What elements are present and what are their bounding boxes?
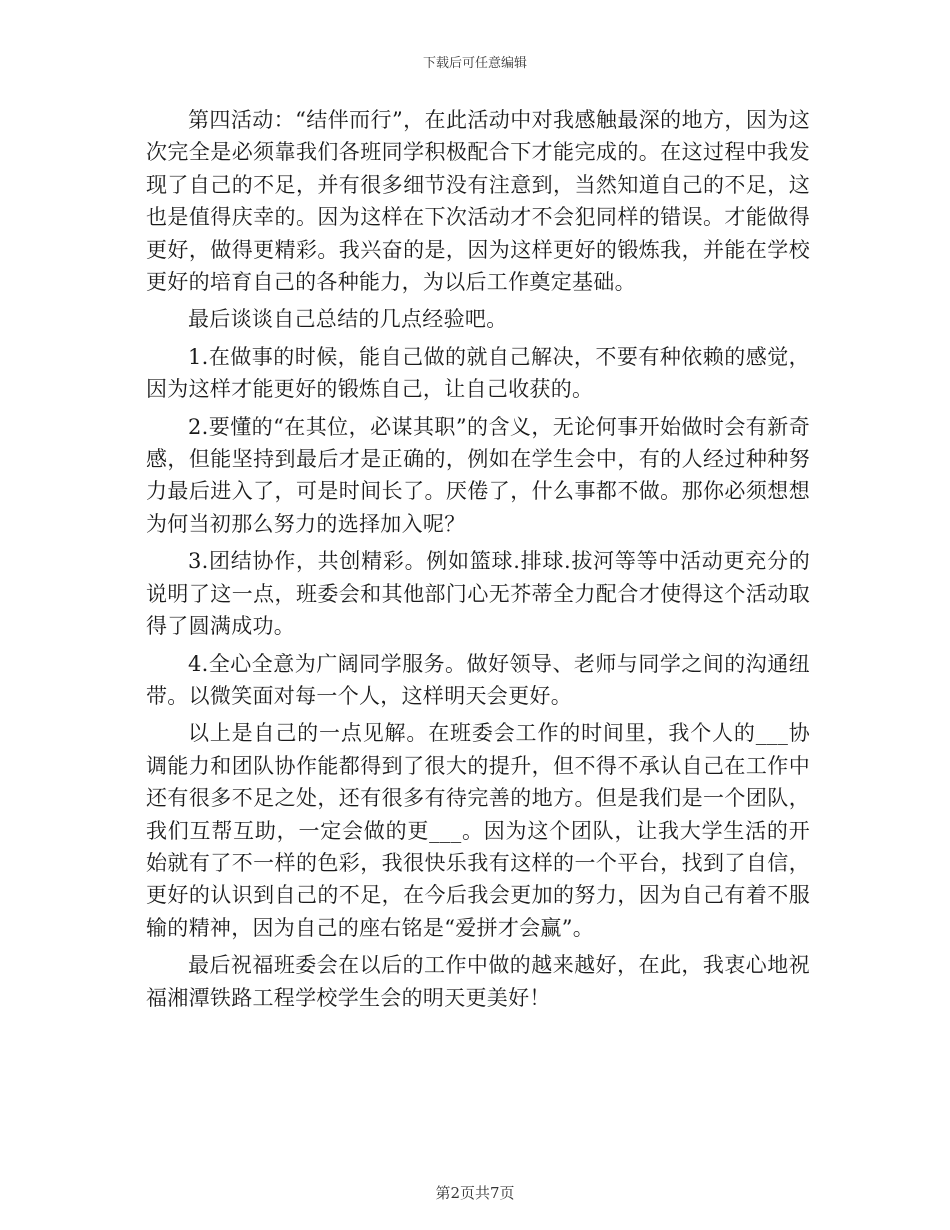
page-number: 第2页共7页 xyxy=(435,1184,515,1202)
document-body xyxy=(146,104,810,1014)
paragraph-summary: 以上是自己的一点见解。在班委会工作的时间里，我个人的___协调能力和团队协作能都得到了很大的提升，但不得不承认自己在工作中还有很多不足之处，还有很多有待完善的地方。但是我们是一个团队，我们互帮互助，一定会做的更___。因为这个团队，让我大学生活的开始就有了不一样的色彩，我很快乐我有这样的一个平台，找到了自信，更好的认识到自己的不足，在今后我会更加的努力，因为自己有着不服输的精神，因为自己的座右铭是“爱拼才会赢”。 xyxy=(146,721,810,940)
paragraph-experience-intro: 最后谈谈自己总结的几点经验吧。 xyxy=(188,307,508,332)
paragraph-point-3: 3.团结协作，共创精彩。例如篮球.排球.拔河等等中活动更充分的说明了这一点，班委会和其他部门心无芥蒂全力配合才使得这个活动取得了圆满成功。 xyxy=(146,549,810,639)
page-header: 下载后可任意编辑 xyxy=(422,56,527,71)
paragraph-activity-four: 第四活动：“结伴而行”，在此活动中对我感触最深的地方，因为这次完全是必须靠我们各班同学积极配合下才能完成的。在这过程中我发现了自己的不足，并有很多细节没有注意到，当然知道自己的不足，这也是值得庆幸的。因为这样在下次活动才不会犯同样的错误。才能做得更好，做得更精彩。我兴奋的是，因为这样更好的锻炼我，并能在学校更好的培育自己的各种能力，为以后工作奠定基础。 xyxy=(146,108,810,295)
paragraph-point-1: 1.在做事的时候，能自己做的就自己解决，不要有种依赖的感觉，因为这样才能更好的锻炼自己，让自己收获的。 xyxy=(146,344,810,402)
paragraph-closing: 最后祝福班委会在以后的工作中做的越来越好，在此，我衷心地祝福湘潭铁路工程学校学生会的明天更美好！ xyxy=(146,953,810,1010)
paragraph-point-2: 2.要懂的“在其位，必谋其职”的含义，无论何事开始做时会有新奇感，但能坚持到最后才是正确的，例如在学生会中，有的人经过种种努力最后进入了，可是时间长了。厌倦了，什么事都不做。那你必须想想为何当初那么努力的选择加入呢？ xyxy=(146,414,810,536)
paragraph-point-4: 4.全心全意为广阔同学服务。做好领导、老师与同学之间的沟通纽带。以微笑面对每一个人，这样明天会更好。 xyxy=(146,651,810,708)
